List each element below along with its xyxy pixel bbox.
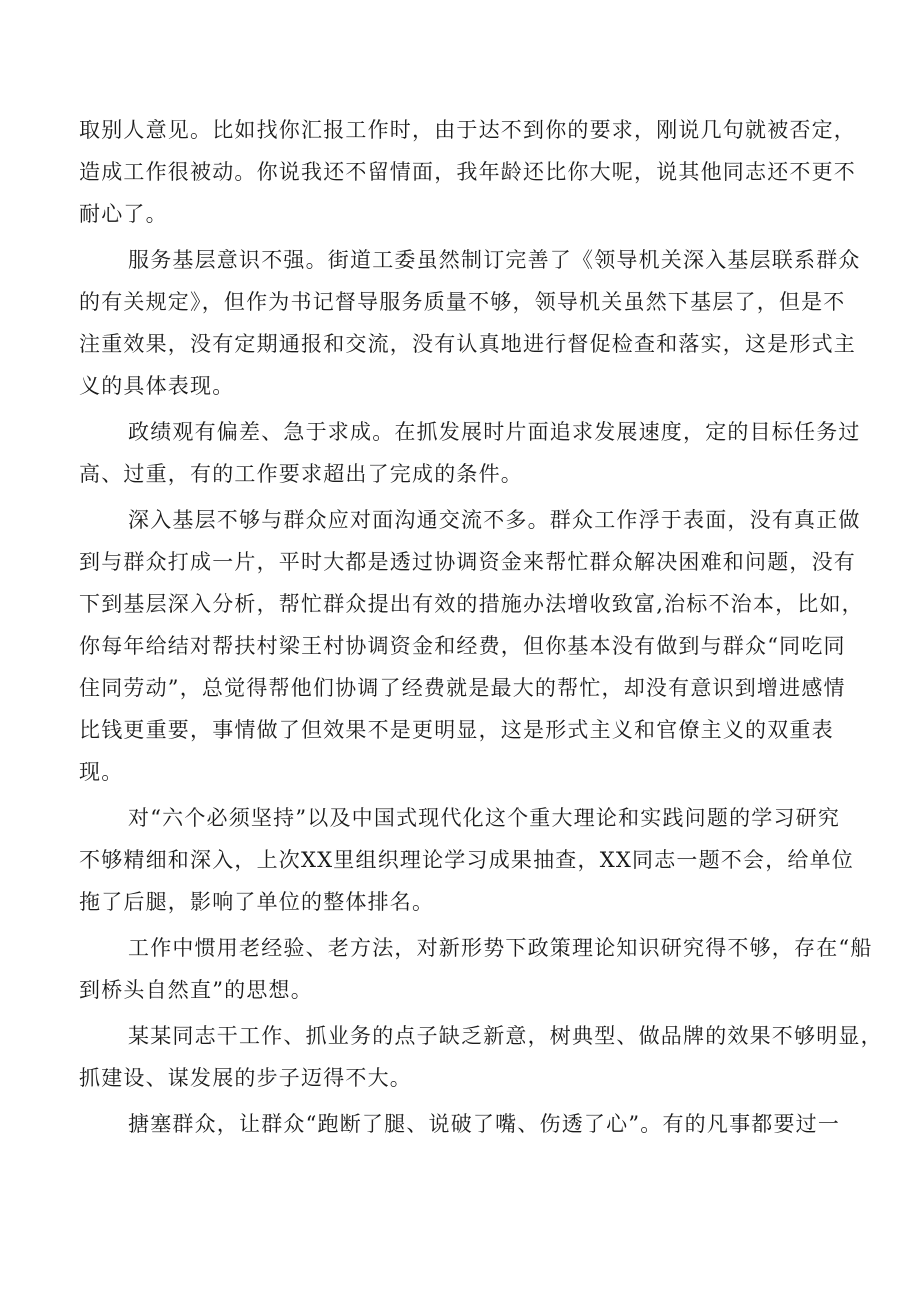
- text-line: 住同劳动”，总觉得帮他们协调了经费就是最大的帮忙，却没有意识到增进感情: [79, 676, 846, 700]
- text-line: 深入基层不够与群众应对面沟通交流不多。群众工作浮于表面，没有真正做: [128, 508, 861, 532]
- text-line: 比钱更重要，事情做了但效果不是更明显，这是形式主义和官僚主义的双重表: [79, 718, 834, 742]
- text-line: 某某同志干工作、抓业务的点子缺乏新意，树典型、做品牌的效果不够明显，: [128, 1024, 883, 1048]
- text-line: 下到基层深入分析，帮忙群众提出有效的措施办法增收致富,治标不治本，比如，: [79, 592, 864, 616]
- text-line: 高、过重，有的工作要求超出了完成的条件。: [79, 462, 523, 486]
- text-line: 对“六个必须坚持”以及中国式现代化这个重大理论和实践问题的学习研究: [128, 806, 841, 830]
- text-line: 耐心了。: [79, 202, 168, 226]
- text-line: 不够精细和深入，上次XX里组织理论学习成果抽查，XX同志一题不会，给单位: [79, 848, 854, 872]
- text-line: 注重效果，没有定期通报和交流，没有认真地进行督促检查和落实，这是形式主: [79, 332, 856, 356]
- text-line: 政绩观有偏差、急于求成。在抓发展时片面追求发展速度，定的目标任务过: [128, 420, 861, 444]
- text-line: 抓建设、谋发展的步子迈得不大。: [79, 1066, 412, 1090]
- text-line: 取别人意见。比如找你汇报工作时，由于达不到你的要求，刚说几句就被否定，: [79, 118, 856, 142]
- text-line: 义的具体表现。: [79, 374, 235, 398]
- text-line: 服务基层意识不强。街道工委虽然制订完善了《领导机关深入基层联系群众: [128, 248, 861, 272]
- text-line: 搪塞群众，让群众“跑断了腿、说破了嘴、伤透了心”。有的凡事都要过一: [128, 1112, 841, 1136]
- text-line: 到桥头自然直”的思想。: [79, 978, 313, 1002]
- text-line: 到与群众打成一片，平时大都是透过协调资金来帮忙群众解决困难和问题，没有: [79, 550, 856, 574]
- text-line: 造成工作很被动。你说我还不留情面，我年龄还比你大呢，说其他同志还不更不: [79, 160, 856, 184]
- text-line: 拖了后腿，影响了单位的整体排名。: [79, 890, 435, 914]
- text-line: 工作中惯用老经验、老方法，对新形势下政策理论知识研究得不够，存在“船: [128, 936, 873, 960]
- text-line: 你每年给结对帮扶村梁王村协调资金和经费，但你基本没有做到与群众“同吃同: [79, 634, 846, 658]
- text-line: 的有关规定》，但作为书记督导服务质量不够，领导机关虽然下基层了，但是不: [79, 290, 846, 314]
- text-line: 现。: [79, 760, 124, 784]
